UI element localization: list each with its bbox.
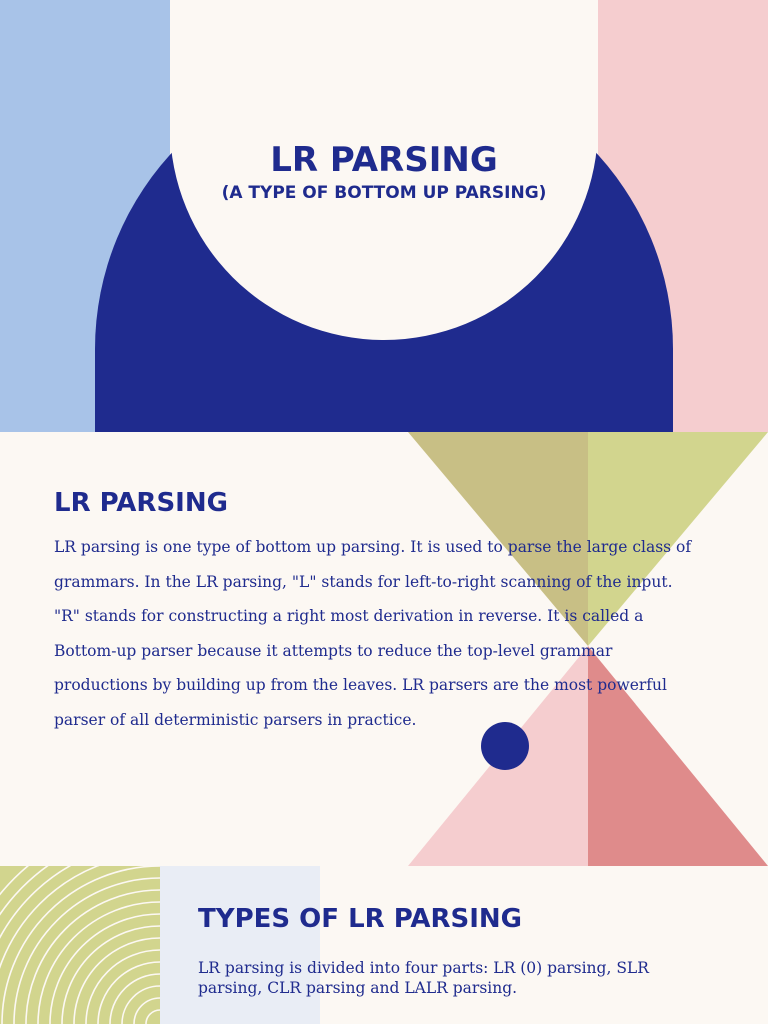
title-text: LR PARSING <box>270 140 498 180</box>
header-banner <box>0 0 768 432</box>
intro-paragraph: LR parsing is one type of bottom up parsing. It is used to parse the large class of grammars. In the LR parsing, "L" stands for left-to-right scanning of the input. "R" stands for constructing a right most derivation in reverse. It is called a Bottom-up parser because it attempts to reduce the top-level grammar productions by building up from the leaves. LR parsers are the most powerful parser of all deterministic parsers in practice. <box>54 538 692 729</box>
types-heading: TYPES OF LR PARSING <box>198 904 523 934</box>
types-section <box>0 866 768 1024</box>
intro-heading: LR PARSING <box>54 488 228 518</box>
corner-decoration <box>0 866 768 1024</box>
subtitle-text: (A TYPE OF BOTTOM UP PARSING) <box>221 183 547 203</box>
arc-mask-shape <box>160 866 320 1024</box>
types-paragraph: LR parsing is divided into four parts: LR (0) parsing, SLR parsing, CLR parsing and LALR parsing. <box>198 959 649 997</box>
page-title <box>170 138 598 204</box>
intro-section <box>0 432 768 866</box>
